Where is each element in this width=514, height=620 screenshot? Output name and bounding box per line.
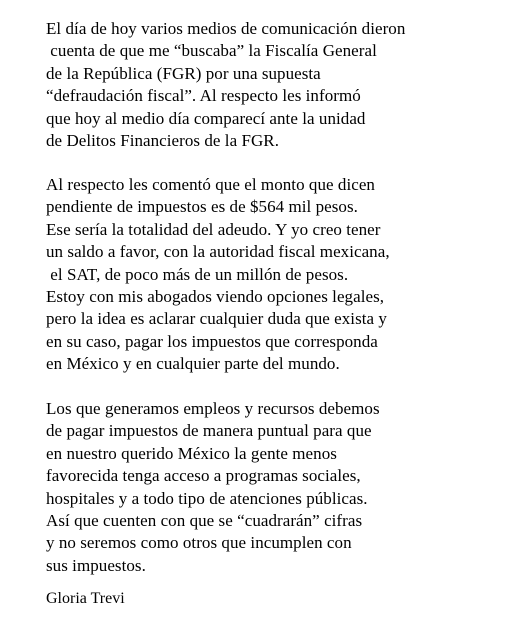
paragraph-tax-amount [46, 174, 390, 376]
text-line: hospitales y a todo tipo de atenciones públicas. [46, 488, 368, 508]
text-line: “defraudación fiscal”. Al respecto les informó [46, 86, 361, 106]
text-line: pendiente de impuestos es de $564 mil pesos. [46, 197, 358, 217]
text-line: Ese sería la totalidad del adeudo. Y yo creo tener [46, 219, 381, 239]
text-line: sus impuestos. [46, 555, 146, 575]
paragraph-fgr-summons [46, 18, 405, 152]
signature: Gloria Trevi [46, 590, 125, 607]
text-line: Así que cuenten con que se “cuadrarán” cifras [46, 511, 363, 531]
text-line: de la República (FGR) por una supuesta [46, 63, 321, 83]
text-line: de Delitos Financieros de la FGR. [46, 131, 280, 151]
paragraph-tax-duty [46, 398, 380, 577]
text-line: en nuestro querido México la gente menos [46, 443, 337, 463]
text-line: un saldo a favor, con la autoridad fiscal mexicana, [46, 242, 390, 262]
text-line: de pagar impuestos de manera puntual para que [46, 421, 372, 441]
text-line: Al respecto les comentó que el monto que dicen [46, 175, 375, 194]
text-line: el SAT, de poco más de un millón de pesos. [46, 264, 349, 284]
text-line: que hoy al medio día comparecí ante la unidad [46, 108, 366, 128]
text-line: favorecida tenga acceso a programas sociales, [46, 466, 361, 486]
text-line: Los que generamos empleos y recursos debemos [46, 399, 380, 418]
text-line: El día de hoy varios medios de comunicación dieron [46, 19, 406, 38]
text-line: cuenta de que me “buscaba” la Fiscalía General [46, 41, 377, 61]
text-line: pero la idea es aclarar cualquier duda que exista y [46, 309, 387, 329]
text-line: Estoy con mis abogados viendo opciones legales, [46, 287, 385, 307]
text-line: en México y en cualquier parte del mundo. [46, 354, 340, 374]
text-line: y no seremos como otros que incumplen con [46, 533, 352, 553]
text-line: en su caso, pagar los impuestos que corresponda [46, 331, 378, 351]
